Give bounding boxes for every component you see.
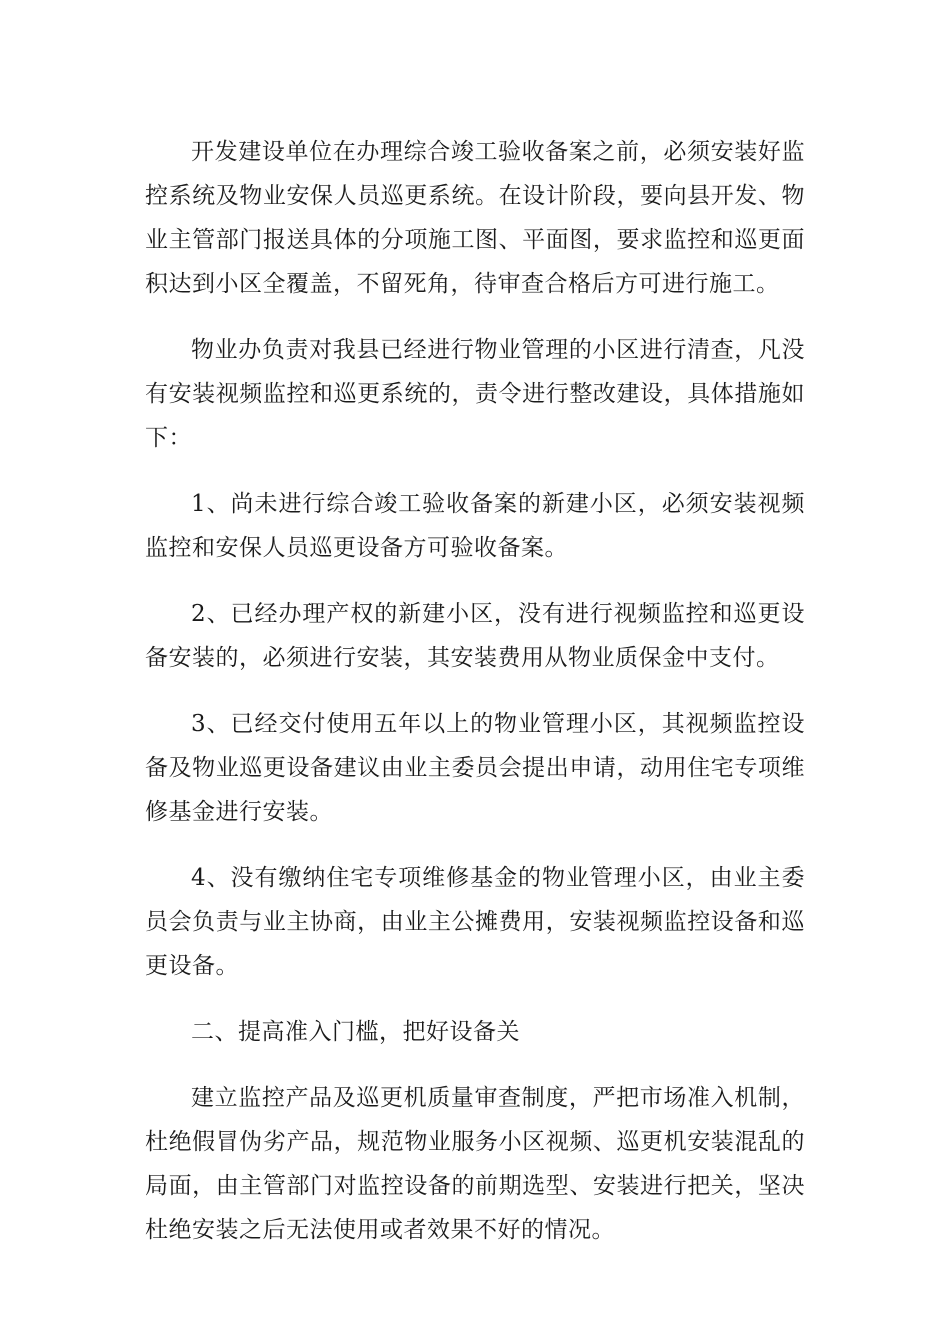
- paragraph-item-1: 1、尚未进行综合竣工验收备案的新建小区，必须安装视频监控和安保人员巡更设备方可验收备案。: [145, 491, 805, 561]
- paragraph-quality-review: 建立监控产品及巡更机质量审查制度，严把市场准入机制，杜绝假冒伪劣产品，规范物业服务小区视频、巡更机安装混乱的局面，由主管部门对监控设备的前期选型、安装进行把关，坚决杜绝安装之后无法使用或者效果不好的情况。: [145, 1085, 805, 1243]
- paragraph-monitoring-requirement: 开发建设单位在办理综合竣工验收备案之前，必须安装好监控系统及物业安保人员巡更系统。在设计阶段，要向县开发、物业主管部门报送具体的分项施工图、平面图，要求监控和巡更面积达到小区全覆盖，不留死角，待审查合格后方可进行施工。: [145, 139, 805, 297]
- paragraph-inspection-measures: 物业办负责对我县已经进行物业管理的小区进行清查，凡没有安装视频监控和巡更系统的，责令进行整改建设，具体措施如下：: [145, 337, 805, 451]
- paragraph-item-3: 3、已经交付使用五年以上的物业管理小区，其视频监控设备及物业巡更设备建议由业主委员会提出申请，动用住宅专项维修基金进行安装。: [145, 711, 805, 825]
- document-body: [145, 130, 805, 1274]
- paragraph-item-2: 2、已经办理产权的新建小区，没有进行视频监控和巡更设备安装的，必须进行安装，其安装费用从物业质保金中支付。: [145, 601, 805, 671]
- paragraph-item-4: 4、没有缴纳住宅专项维修基金的物业管理小区，由业主委员会负责与业主协商，由业主公摊费用，安装视频监控设备和巡更设备。: [145, 865, 805, 979]
- section-heading-2: 二、提高准入门槛，把好设备关: [191, 1019, 520, 1045]
